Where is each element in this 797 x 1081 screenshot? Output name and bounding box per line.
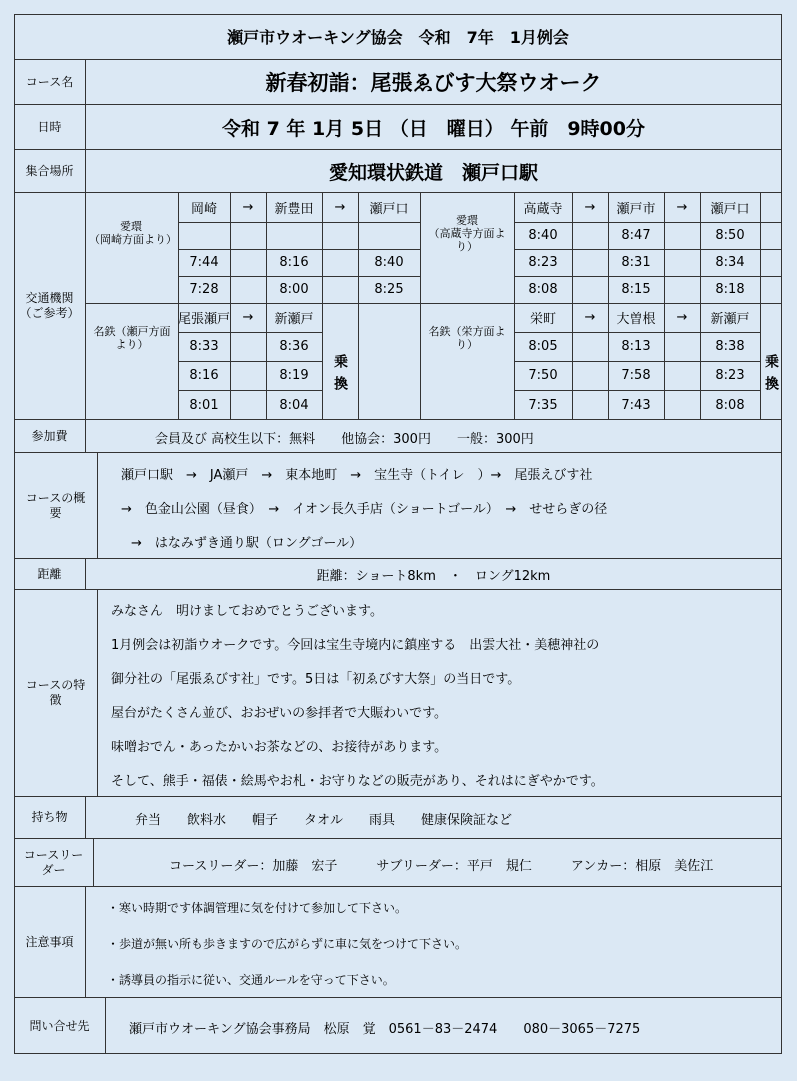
- arrow: →: [676, 310, 688, 325]
- features-line: 屋台がたくさん並び、おおぜいの参拝者で大賑わいです。: [111, 706, 448, 721]
- distance-row: [14, 559, 782, 590]
- time-cell: 8:08: [528, 282, 558, 297]
- time-cell: 7:43: [621, 397, 651, 413]
- meeting-place: 愛知環状鉄道 瀬戸口駅: [328, 161, 538, 184]
- notes-row: [14, 887, 782, 998]
- station: 高蔵寺: [523, 202, 563, 217]
- overview-row: [14, 453, 782, 559]
- features-label: コースの特徴: [14, 590, 98, 796]
- date-row: [14, 105, 782, 150]
- overview-line: → 色金山公園（昼食） → イオン長久手店（ショートゴール） → せせらぎの径: [121, 502, 608, 517]
- time-cell: 8:08: [715, 397, 745, 413]
- arrow: →: [334, 200, 346, 215]
- page-title: 瀬戸市ウオーキング協会 令和 7年 1月例会: [14, 14, 782, 60]
- time-cell: 8:40: [374, 255, 404, 270]
- station: 栄町: [529, 312, 556, 327]
- date-value: 令和 7 年 1月 5日 （日 曜日） 午前 9時00分: [221, 117, 645, 140]
- time-cell: 8:19: [279, 368, 309, 383]
- time-cell: 8:04: [279, 397, 309, 413]
- transport-table: [85, 193, 782, 419]
- leaders-label: コースリーダー: [14, 839, 94, 886]
- time-cell: 8:31: [621, 255, 651, 270]
- arrow: →: [584, 200, 596, 215]
- time-cell: 8:18: [715, 282, 745, 297]
- time-cell: 8:40: [528, 228, 558, 243]
- time-cell: 8:15: [621, 282, 651, 297]
- distance-value: 距離：ショート8km ・ ロング12km: [316, 568, 551, 584]
- station: 瀬戸市: [616, 202, 656, 217]
- fee-row: [14, 420, 782, 453]
- distance-label: 距離: [14, 559, 86, 589]
- station: 瀬戸口: [710, 202, 750, 217]
- notes-line: ・寒い時期です体調管理に気を付けて参加して下さい。: [107, 901, 408, 915]
- time-cell: 8:34: [715, 255, 745, 270]
- course-label: コース名: [14, 60, 86, 104]
- time-cell: 7:35: [528, 397, 558, 413]
- time-cell: 8:47: [621, 228, 651, 243]
- time-cell: 8:36: [279, 339, 309, 354]
- transfer-note: 乗換: [763, 354, 779, 398]
- notes-label: 注意事項: [14, 887, 86, 997]
- transport-row: [14, 193, 782, 420]
- meeting-row: [14, 150, 782, 193]
- time-cell: 8:23: [528, 255, 558, 270]
- arrow: →: [242, 310, 254, 325]
- station: 岡崎: [190, 202, 217, 217]
- meitetsu-sakae-line: 名鉄（栄方面より）: [428, 325, 506, 351]
- course-row: [14, 60, 782, 105]
- features-line: 味噌おでん・あったかいお茶などの、お接待があります。: [111, 740, 448, 755]
- time-cell: 8:00: [279, 282, 309, 297]
- leaders-row: [14, 839, 782, 887]
- notes-line: ・歩道が無い所も歩きますので広がらずに車に気をつけて下さい。: [107, 937, 468, 951]
- station: 新瀬戸: [274, 312, 314, 327]
- leaders-value: コースリーダー：加藤 宏子 サブリーダー：平戸 規仁 アンカー：相原 美佐江: [169, 859, 714, 874]
- date-label: 日時: [14, 105, 86, 149]
- arrow: →: [676, 200, 688, 215]
- aikan-okazaki-line: 愛環 （岡崎方面より）: [89, 220, 177, 246]
- items-label: 持ち物: [14, 797, 86, 838]
- station: 新豊田: [274, 202, 314, 217]
- time-cell: 8:16: [189, 368, 219, 383]
- features-line: みなさん 明けましておめでとうございます。: [111, 604, 383, 619]
- arrow: →: [584, 310, 596, 325]
- features-line: 1月例会は初詣ウオークです。今回は宝生寺境内に鎮座する 出雲大社・美穂神社の: [111, 638, 600, 653]
- time-cell: 8:13: [621, 339, 651, 354]
- station: 大曽根: [616, 312, 656, 327]
- time-cell: 8:38: [715, 339, 745, 354]
- contact-label: 問い合せ先: [14, 998, 106, 1054]
- station: 新瀬戸: [710, 312, 750, 327]
- course-name: 新春初詣：尾張ゑびす大祭ウオーク: [265, 71, 602, 95]
- items-row: [14, 797, 782, 839]
- time-cell: 8:33: [189, 339, 219, 354]
- time-cell: 8:05: [528, 339, 558, 354]
- time-cell: 8:23: [715, 368, 745, 383]
- station: 尾張瀬戸: [178, 312, 231, 327]
- time-cell: 7:58: [621, 368, 651, 383]
- aikan-kozoji-line: 愛環 （高蔵寺方面より）: [428, 213, 506, 253]
- features-line: 御分社の「尾張ゑびす社」です。5日は「初ゑびす大祭」の当日です。: [111, 672, 521, 687]
- time-cell: 8:16: [279, 255, 309, 270]
- transfer-note: 乗換: [332, 354, 348, 398]
- time-cell: 8:01: [189, 397, 219, 413]
- fee-value: 会員及び 高校生以下：無料 他協会：300円 一般：300円: [155, 432, 534, 447]
- items-value: 弁当 飲料水 帽子 タオル 雨具 健康保険証など: [135, 813, 513, 828]
- time-cell: 7:44: [189, 255, 219, 270]
- time-cell: 7:50: [528, 368, 558, 383]
- contact-row: [14, 998, 782, 1054]
- overview-line: 瀬戸口駅 → JA瀬戸 → 東本地町 → 宝生寺（トイレ ）→ 尾張えびす社: [121, 468, 593, 483]
- features-row: [14, 590, 782, 797]
- time-cell: 8:25: [374, 282, 404, 297]
- features-line: そして、熊手・福俵・絵馬やお札・お守りなどの販売があり、それはにぎやかです。: [111, 774, 604, 789]
- meeting-label: 集合場所: [14, 150, 86, 192]
- meitetsu-seto-line: 名鉄（瀬戸方面より）: [93, 325, 171, 351]
- overview-line: → はなみずき通り駅（ロングゴール）: [131, 536, 363, 551]
- notes-line: ・誘導員の指示に従い、交通ルールを守って下さい。: [107, 973, 395, 987]
- station: 瀬戸口: [369, 202, 409, 217]
- overview-label: コースの概要: [14, 453, 98, 558]
- contact-value: 瀬戸市ウオーキング協会事務局 松原 覚 0561－83－2474 080－3065－7275: [129, 1022, 641, 1037]
- transport-label: 交通機関 （ご参考）: [14, 193, 86, 419]
- time-cell: 7:28: [189, 282, 219, 297]
- fee-label: 参加費: [14, 420, 86, 452]
- time-cell: 8:50: [715, 228, 745, 243]
- arrow: →: [242, 200, 254, 215]
